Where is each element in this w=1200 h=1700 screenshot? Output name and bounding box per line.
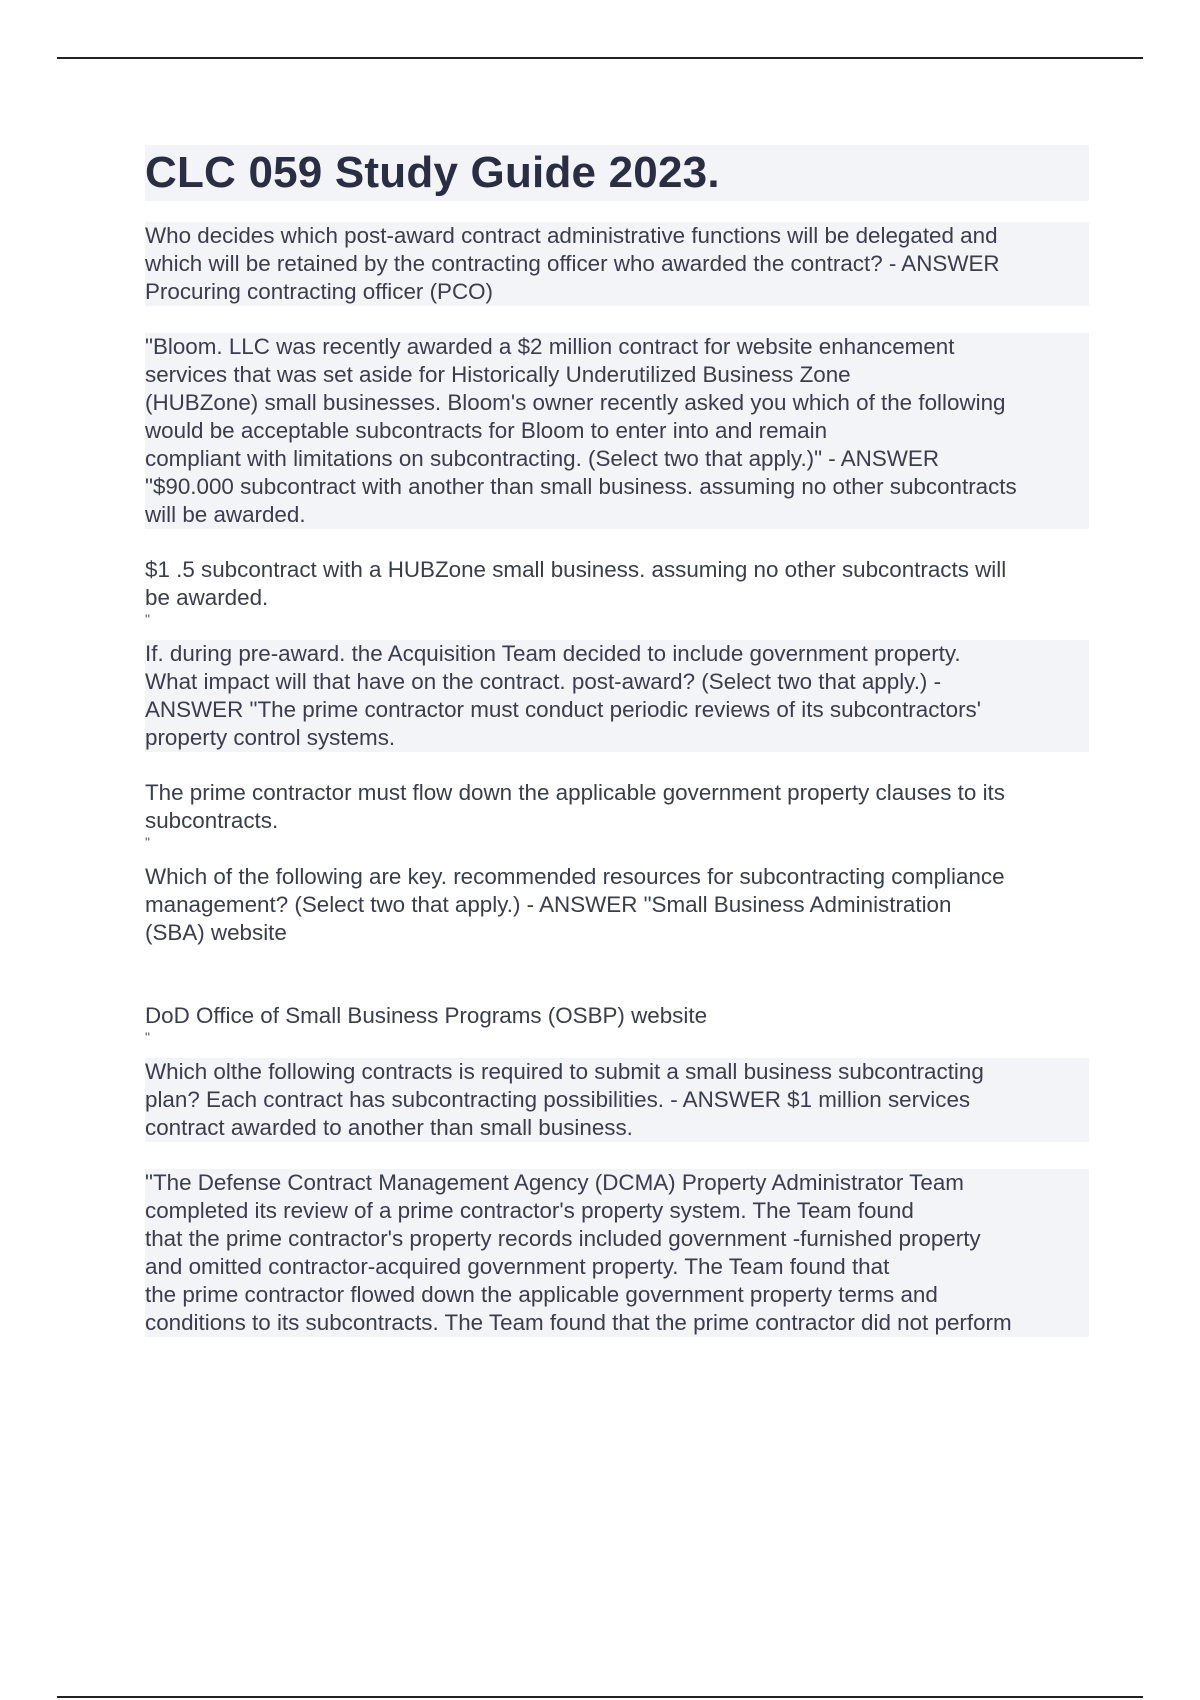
paragraph-dcma-question: "The Defense Contract Management Agency (DCMA) Property Administrator Team completed its review of a prime contractor's property system. The Team found that the prime contractor's property records included government -furnished property and omitted contractor-acquired government property. The Team found that the prime contractor flowed down the applicable government property terms and conditions to its subcontracts. The Team found that the prime contractor did not perform xyxy=(145,1169,1089,1337)
paragraph-bloom-question: "Bloom. LLC was recently awarded a $2 million contract for website enhancement services that was set aside for Historically Underutilized Business Zone (HUBZone) small businesses. Bloom's owner recently asked you which of the following would be acceptable subcontracts for Bloom to enter into and remain compliant with limitations on subcontracting. (Select two that apply.)" - ANSWER "$90.000 subcontract with another than small business. assuming no other subcontracts will be awarded. xyxy=(145,333,1089,529)
document-title: CLC 059 Study Guide 2023. xyxy=(145,145,1089,201)
closing-quote-mark: " xyxy=(145,611,150,627)
paragraph-hubzone-answer: $1 .5 subcontract with a HUBZone small business. assuming no other subcontracts will be awarded. xyxy=(145,557,1007,610)
document-body xyxy=(145,145,1089,1337)
paragraph-subcontracting-plan-question: Which olthe following contracts is required to submit a small business subcontracting plan? Each contract has subcontracting possibilities. - ANSWER $1 million services contract awarded to another than small business. xyxy=(145,1058,1089,1142)
paragraph-resources-question: Which of the following are key. recommended resources for subcontracting compliance management? (Select two that apply.) - ANSWER "Small Business Administration (SBA) website xyxy=(145,864,1005,945)
paragraph-osbp-answer: DoD Office of Small Business Programs (OSBP) website xyxy=(145,1003,708,1028)
paragraph-flow-down-answer: The prime contractor must flow down the applicable government property clauses to its subcontracts. xyxy=(145,780,1005,833)
header-rule xyxy=(57,57,1143,59)
closing-quote-mark: " xyxy=(145,1029,150,1045)
paragraph-pco-question: Who decides which post-award contract administrative functions will be delegated and which will be retained by the contracting officer who awarded the contract? - ANSWER Procuring contracting officer (PCO) xyxy=(145,222,1089,306)
closing-quote-mark: " xyxy=(145,834,150,850)
paragraph-government-property-question: If. during pre-award. the Acquisition Team decided to include government property. What impact will that have on the contract. post-award? (Select two that apply.) - ANSWER "The prime contractor must conduct periodic reviews of its subcontractors' property control systems. xyxy=(145,640,1089,752)
footer-rule xyxy=(57,1696,1143,1698)
